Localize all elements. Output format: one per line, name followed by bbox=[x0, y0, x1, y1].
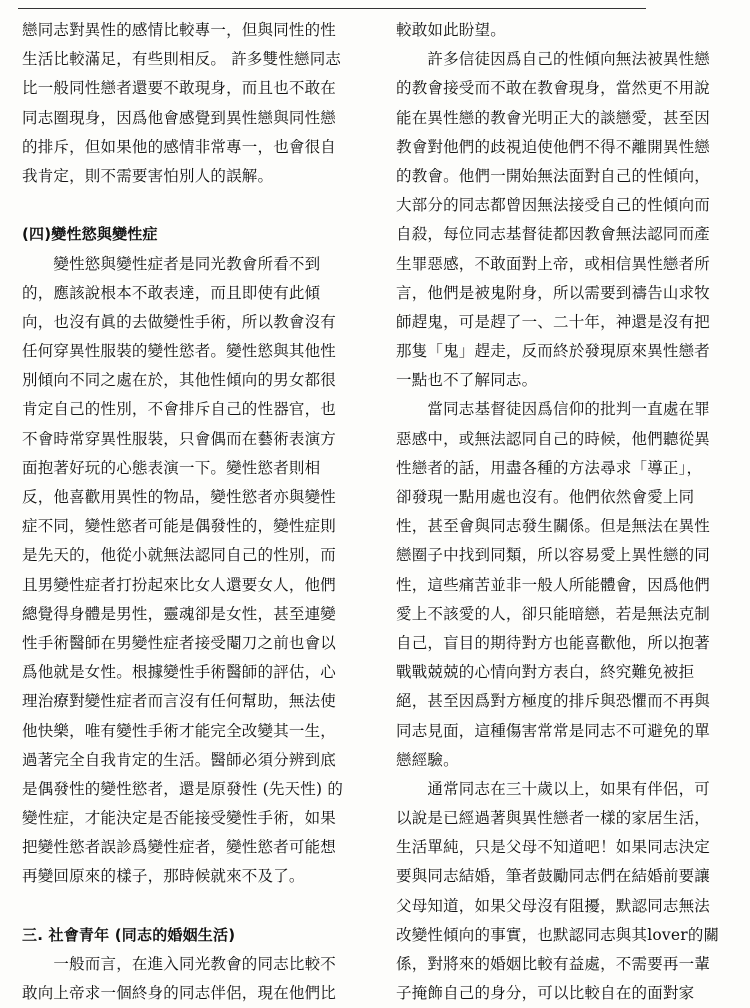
text-line: 反，他喜歡用異性的物品，變性慾者亦與變性 bbox=[22, 488, 337, 506]
text-line: 通常同志在三十歲以上，如果有伴侶，可 bbox=[396, 779, 711, 798]
text-line: 那隻「鬼」趕走，反而終於發現原來異性戀者 bbox=[396, 342, 711, 361]
paragraph-family-life bbox=[396, 775, 728, 1008]
header-rule bbox=[18, 8, 646, 9]
text-line: 以說是已經過著與異性戀者一樣的家居生活， bbox=[396, 809, 711, 828]
text-line: 愛上不該愛的人，卻只能暗戀，若是無法克制 bbox=[396, 604, 711, 623]
paragraph-marriage-intro bbox=[22, 950, 360, 1008]
text-line: 許多信徒因爲自己的性傾向無法被異性戀 bbox=[396, 50, 711, 69]
text-line: 性手術醫師在男變性症者接受閹刀之前也會以 bbox=[22, 633, 337, 652]
text-line: 把變性慾者誤診爲變性症者，變性慾者可能想 bbox=[22, 838, 337, 857]
text-line: 戀圈子中找到同類，所以容易愛上異性戀的同 bbox=[396, 546, 711, 565]
text-line: 不會時常穿異性服裝，只會偶而在藝術表演方 bbox=[22, 429, 337, 448]
spacer bbox=[22, 892, 360, 921]
text-line: 卻發現一點用處也沒有。他們依然會愛上同 bbox=[396, 488, 695, 506]
paragraph-transsexual bbox=[22, 250, 360, 892]
paragraph-church-acceptance bbox=[396, 16, 728, 395]
text-line: 一點也不了解同志。 bbox=[396, 371, 538, 390]
text-line: 係，對將來的婚姻比較有益處，不需要再一輩 bbox=[396, 955, 711, 973]
text-line: 性戀者的話，用盡各種的方法尋求「導正」， bbox=[396, 458, 703, 477]
text-line: 變性症，才能決定是否能接受變性手術，如果 bbox=[22, 809, 337, 828]
text-line: 理治療對變性症者而言沒有任何幫助，無法使 bbox=[22, 692, 337, 711]
text-line: 較敢如此盼望。 bbox=[396, 21, 506, 39]
section-heading-transsexual: (四)變性慾與變性症 bbox=[22, 225, 158, 244]
text-line: 父母知道，如果父母沒有阻擾，默認同志無法 bbox=[396, 896, 711, 915]
text-line: 的，應該說根本不敢表達，而且即使有此傾 bbox=[22, 283, 321, 302]
text-line: 戀經驗。 bbox=[396, 750, 459, 769]
text-line: 任何穿異性服裝的變性慾者。變性慾與其他性 bbox=[22, 342, 337, 361]
text-line: 是偶發性的變性慾者，還是原發性 (先天性) 的 bbox=[22, 779, 344, 798]
text-line: 肯定自己的性別，不會排斥自己的性器官，也 bbox=[22, 400, 337, 419]
text-line: 自殺，每位同志基督徒都因教會無法認同而產 bbox=[396, 225, 711, 244]
text-line: 同志見面，這種傷害常常是同志不可避免的單 bbox=[396, 721, 711, 740]
section-heading-social-youth: 三. 社會青年 (同志的婚姻生活) bbox=[22, 925, 236, 944]
text-line: 過著完全自我肯定的生活。醫師必須分辨到底 bbox=[22, 750, 337, 769]
text-line: 他快樂，唯有變性手術才能完全改變其一生， bbox=[22, 721, 337, 740]
text-line: 敢向上帝求一個終身的同志伴侶，現在他們比 bbox=[22, 984, 337, 1003]
text-line: 性，這些痛苦並非一般人所能體會，因爲他們 bbox=[396, 575, 711, 594]
text-line: 言，他們是被鬼附身，所以需要到禱告山求牧 bbox=[396, 283, 711, 302]
text-line: 自己，盲目的期待對方也能喜歡他，所以抱著 bbox=[396, 633, 711, 652]
text-line: 我肯定，則不需要害怕別人的誤解。 bbox=[22, 166, 274, 185]
text-line: 改變性傾向的事實，也默認同志與其lover的關 bbox=[396, 925, 720, 944]
text-line: 生活單純，只是父母不知道吧！如果同志決定 bbox=[396, 838, 711, 857]
text-line: 同志圈現身，因爲他會感覺到異性戀與同性戀 bbox=[22, 108, 337, 127]
text-line: 面抱著好玩的心態表演一下。變性慾者則相 bbox=[22, 458, 321, 477]
text-line: 再變回原來的樣子，那時候就來不及了。 bbox=[22, 867, 305, 886]
text-line: 要與同志結婚，筆者鼓勵同志們在結婚前要讓 bbox=[396, 867, 711, 886]
text-line: 的排斥，但如果他的感情非常專一，也會很自 bbox=[22, 137, 337, 156]
text-line: 爲他就是女性。根據變性手術醫師的評估，心 bbox=[22, 663, 337, 682]
text-line: 症不同，變性慾者可能是偶發性的，變性症則 bbox=[22, 517, 337, 536]
text-line: 大部分的同志都曾因無法接受自己的性傾向而 bbox=[396, 196, 711, 215]
paragraph-bisexual bbox=[22, 16, 360, 191]
text-line: 惡感中，或無法認同自己的時候，他們聽從異 bbox=[396, 429, 711, 448]
text-line: 是先天的，他從小就無法認同自己的性別，而 bbox=[22, 546, 337, 565]
text-line: 的教會。他們一開始無法面對自己的性傾向， bbox=[396, 166, 711, 185]
spacer bbox=[22, 191, 360, 220]
text-line: 教會對他們的歧視迫使他們不得不離開異性戀 bbox=[396, 137, 711, 156]
text-line: 且男變性症者打扮起來比女人還要女人，他們 bbox=[22, 575, 337, 594]
text-line: 子掩飾自己的身分，可以比較自在的面對家 bbox=[396, 984, 695, 1003]
text-line: 別傾向不同之處在於，其他性傾向的男女都很 bbox=[22, 371, 337, 390]
text-line: 變性慾與變性症者是同光教會所看不到 bbox=[22, 254, 321, 273]
text-line: 性，甚至會與同志發生關係。但是無法在異性 bbox=[396, 517, 711, 536]
text-line: 當同志基督徒因爲信仰的批判一直處在罪 bbox=[396, 400, 711, 419]
text-line: 的教會接受而不敢在教會現身，當然更不用說 bbox=[396, 79, 711, 98]
text-line: 比一般同性戀者還要不敢現身，而且也不敢在 bbox=[22, 79, 337, 98]
text-line: 能在異性戀的教會光明正大的談戀愛，甚至因 bbox=[396, 108, 711, 127]
text-line: 戀同志對異性的感情比較專一，但與同性的性 bbox=[22, 21, 337, 39]
right-column bbox=[396, 16, 728, 1008]
text-line: 絕，甚至因爲對方極度的排斥與恐懼而不再與 bbox=[396, 692, 711, 711]
text-line: 向，也沒有眞的去做變性手術，所以教會沒有 bbox=[22, 312, 337, 331]
text-line: 生罪惡感，不敢面對上帝，或相信異性戀者所 bbox=[396, 254, 711, 273]
paragraph-unrequited-love bbox=[396, 395, 728, 774]
text-line: 師趕鬼，可是趕了一、二十年，神還是沒有把 bbox=[396, 312, 711, 331]
text-line: 生活比較滿足，有些則相反。 許多雙性戀同志 bbox=[22, 50, 342, 69]
left-column bbox=[22, 16, 360, 1008]
text-line: 戰戰兢兢的心情向對方表白，終究難免被拒 bbox=[396, 663, 695, 682]
text-line: 總覺得身體是男性，靈魂卻是女性，甚至連變 bbox=[22, 604, 337, 623]
text-line: 一般而言，在進入同光教會的同志比較不 bbox=[22, 955, 337, 973]
